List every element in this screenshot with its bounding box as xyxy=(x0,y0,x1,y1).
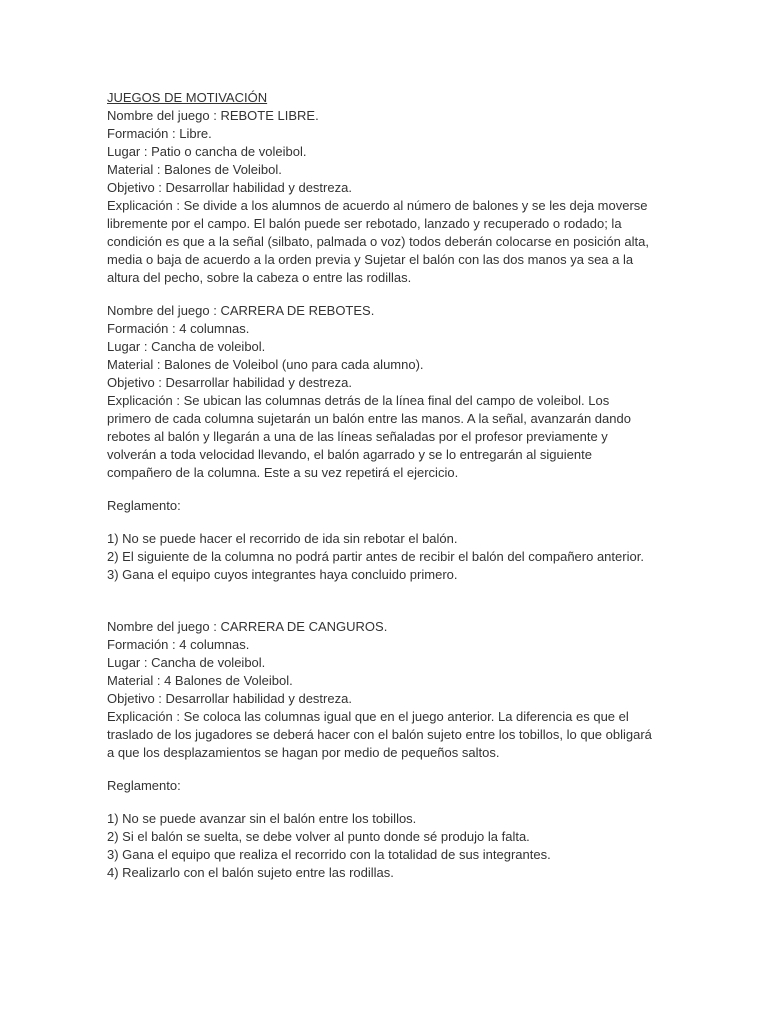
game-formation: Formación : 4 columnas. xyxy=(107,321,250,336)
game-name: Nombre del juego : CARRERA DE CANGUROS. xyxy=(107,619,388,634)
rule-item: 2) Si el balón se suelta, se debe volver al punto donde sé produjo la falta. xyxy=(107,829,530,844)
explanation-line: primero de cada columna sujetarán un balón entre las manos. A la señal, avanzarán dando xyxy=(107,411,631,426)
rules-heading: Reglamento: xyxy=(107,498,181,513)
explanation-line: traslado de los jugadores se deberá hacer con el balón sujeto entre los tobillos, lo que obligará xyxy=(107,727,652,742)
rule-item: 3) Gana el equipo que realiza el recorrido con la totalidad de sus integrantes. xyxy=(107,847,551,862)
rule-item: 2) El siguiente de la columna no podrá partir antes de recibir el balón del compañero anterior. xyxy=(107,549,644,564)
rule-item: 1) No se puede avanzar sin el balón entre los tobillos. xyxy=(107,811,417,826)
game-name: Nombre del juego : REBOTE LIBRE. xyxy=(107,108,319,123)
rule-item: 1) No se puede hacer el recorrido de ida sin rebotar el balón. xyxy=(107,531,458,546)
explanation-line: compañero de la columna. Este a su vez repetirá el ejercicio. xyxy=(107,465,459,480)
game-carrera-de-canguros xyxy=(107,618,652,762)
document-title: JUEGOS DE MOTIVACIÓN xyxy=(107,90,268,105)
explanation-line: rebotes al balón y llegarán a una de las líneas señaladas por el profesor previamente y xyxy=(107,429,608,444)
rules-list xyxy=(107,530,652,584)
rules-list xyxy=(107,810,652,882)
game-place: Lugar : Cancha de voleibol. xyxy=(107,339,266,354)
explanation-line: Explicación : Se coloca las columnas igual que en el juego anterior. La diferencia es que el xyxy=(107,709,629,724)
game-carrera-de-rebotes xyxy=(107,302,652,482)
game-place: Lugar : Patio o cancha de voleibol. xyxy=(107,144,307,159)
explanation-line: condición es que a la señal (silbato, palmada o voz) todos deberán colocarse en posición alta, xyxy=(107,234,650,249)
game-explanation xyxy=(107,708,652,762)
explanation-line: altura del pecho, sobre la cabeza o entre las rodillas. xyxy=(107,270,412,285)
game-material: Material : Balones de Voleibol (uno para cada alumno). xyxy=(107,357,424,372)
explanation-line: Explicación : Se ubican las columnas detrás de la línea final del campo de voleibol. Los xyxy=(107,393,610,408)
explanation-line: Explicación : Se divide a los alumnos de acuerdo al número de balones y se les deja moverse xyxy=(107,198,648,213)
rules-heading: Reglamento: xyxy=(107,778,181,793)
game-material: Material : Balones de Voleibol. xyxy=(107,162,282,177)
document-page xyxy=(107,89,652,882)
game-place: Lugar : Cancha de voleibol. xyxy=(107,655,266,670)
game-name: Nombre del juego : CARRERA DE REBOTES. xyxy=(107,303,375,318)
game-material: Material : 4 Balones de Voleibol. xyxy=(107,673,293,688)
game-explanation xyxy=(107,392,652,482)
rule-item: 4) Realizarlo con el balón sujeto entre las rodillas. xyxy=(107,865,394,880)
game-objective: Objetivo : Desarrollar habilidad y destreza. xyxy=(107,180,352,195)
explanation-line: volverán a toda velocidad llevando, el balón agarrado y se lo entregarán al siguiente xyxy=(107,447,592,462)
game-rebote-libre xyxy=(107,107,652,287)
explanation-line: a que los desplazamientos se hagan por medio de pequeños saltos. xyxy=(107,745,500,760)
game-formation: Formación : 4 columnas. xyxy=(107,637,250,652)
game-formation: Formación : Libre. xyxy=(107,126,212,141)
explanation-line: libremente por el campo. El balón puede ser rebotado, lanzado y recuperado o rodado; la xyxy=(107,216,622,231)
rule-item: 3) Gana el equipo cuyos integrantes haya concluido primero. xyxy=(107,567,458,582)
game-objective: Objetivo : Desarrollar habilidad y destreza. xyxy=(107,375,352,390)
explanation-line: media o baja de acuerdo a la orden previa y Sujetar el balón con las dos manos ya sea a la xyxy=(107,252,634,267)
game-objective: Objetivo : Desarrollar habilidad y destreza. xyxy=(107,691,352,706)
game-explanation xyxy=(107,197,652,287)
